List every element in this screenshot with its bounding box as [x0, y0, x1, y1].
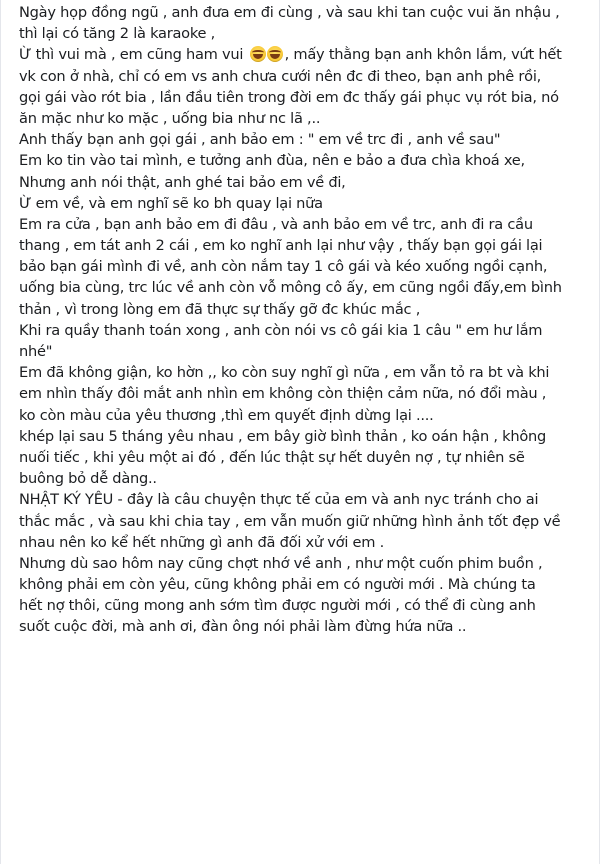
post-line: thì lại có tăng 2 là karaoke , [19, 25, 216, 43]
post-line: Nhưng dù sao hôm nay cũng chợt nhớ về anh , như một cuốn phim buồn , [19, 554, 543, 572]
post-line [19, 44, 593, 65]
emoji-group [250, 46, 283, 62]
post-line: nhé" [19, 343, 53, 360]
post-line: nhau nên ko kể hết những gì anh đã đối xử với em . [19, 533, 385, 551]
post-line: không phải em còn yêu, cũng không phải em có người mới . Mà chúng ta [19, 576, 536, 594]
post-line: uống bia cùng, trc lúc về anh còn vỗ mông cô ấy, em cũng ngồi đấy,em bình [19, 279, 562, 297]
post-line: khép lại sau 5 tháng yêu nhau , em bây giờ bình thản , ko oán hận , không [19, 427, 547, 445]
post-line: Em ko tin vào tai mình, e tưởng anh đùa, nên e bảo a đưa chìa khoá xe, [19, 152, 525, 170]
post-line: thang , em tát anh 2 cái , em ko nghĩ anh lại như vậy , thấy bạn gọi gái lại [19, 237, 543, 255]
post-line: hết nợ thôi, cũng mong anh sớm tìm được người mới , có thể đi cùng anh [19, 597, 536, 615]
post-line: NHẬT KÝ YÊU - đây là câu chuyện thực tế của em và anh nyc tránh cho ai [19, 491, 539, 509]
post-line-start: Ừ thì vui mà , em cũng ham vui [19, 46, 244, 64]
grinning-face-with-sweat-icon [267, 46, 283, 62]
post-line: gọi gái vào rót bia , lần đầu tiên trong đời em đc thấy gái phục vụ rót bia, nó [19, 88, 559, 106]
post-line: ko còn màu của yêu thương ,thì em quyết định dừng lại .... [19, 406, 434, 424]
post-line: thản , vì trong lòng em đã thực sự thấy gỡ đc khúc mắc , [19, 300, 421, 318]
post-line: Nhưng anh nói thật, anh ghé tai bảo em về đi, [19, 173, 346, 191]
post-line: em nhìn thấy đôi mắt anh nhìn em không còn thiện cảm nữa, nó đổi màu , [19, 385, 547, 403]
post-line: Anh thấy bạn anh gọi gái , anh bảo em : " em về trc đi , anh về sau" [19, 131, 501, 149]
post-line: suốt cuộc đời, mà anh ơi, đàn ông nói phải làm đừng hứa nữa .. [19, 618, 467, 636]
post-line: Em ra cửa , bạn anh bảo em đi đâu , và anh bảo em về trc, anh đi ra cầu [19, 215, 533, 233]
post-line: Ngày họp đồng ngũ , anh đưa em đi cùng , và sau khi tan cuộc vui ăn nhậu , [19, 4, 560, 21]
post-line: nuối tiếc , khi yêu một ai đó , đến lúc thật sự hết duyên nợ , tự nhiên sẽ [19, 448, 525, 466]
post-line-end: , mấy thằng bạn anh khôn lắm, vứt hết [284, 46, 562, 64]
post-line: ăn mặc như ko mặc , uống bia như nc lã ,.. [19, 109, 321, 127]
post-line: buông bỏ dễ dàng.. [19, 470, 157, 488]
post-line: thắc mắc , và sau khi chia tay , em vẫn muốn giữ những hình ảnh tốt đẹp về [19, 512, 561, 530]
grinning-face-with-sweat-icon [250, 46, 266, 62]
post-line: bảo bạn gái mình đi về, anh còn nắm tay 1 cô gái và kéo xuống ngồi cạnh, [19, 258, 548, 276]
post-line: Em đã không giận, ko hờn ,, ko còn suy nghĩ gì nữa , em vẫn tỏ ra bt và khi [19, 364, 550, 382]
post-line: Khi ra quầy thanh toán xong , anh còn nói vs cô gái kia 1 câu " em hư lắm [19, 321, 543, 339]
post-line: vk con ở nhà, chỉ có em vs anh chưa cưới nên đc đi theo, bạn anh phê rồi, [19, 67, 542, 85]
post-text [19, 0, 593, 638]
post-line: Ừ em về, và em nghĩ sẽ ko bh quay lại nữa [19, 194, 323, 212]
